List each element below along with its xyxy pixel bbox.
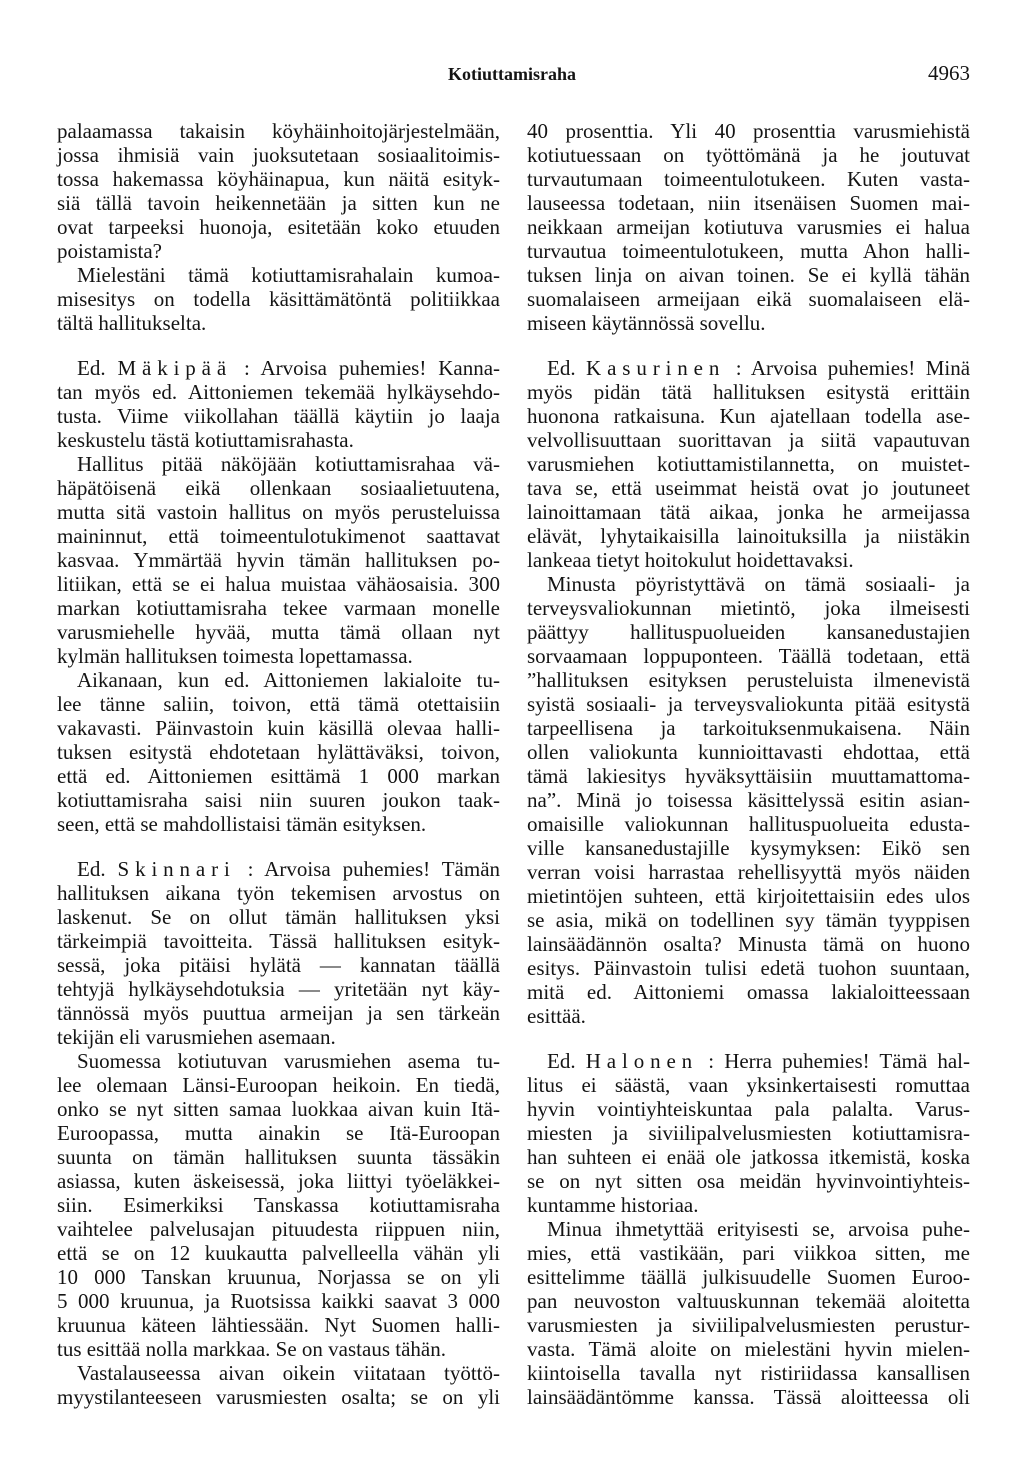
text-line: lee tänne saliin, toivon, että tämä otettaisiin [57,692,500,716]
text-line: Minusta pöyristyttävä on tämä sosiaali- ja [547,572,970,596]
text-line: tekijän eli varusmiehen asemaan. [57,1025,336,1049]
text-line: huonona ratkaisuna. Kun ajatellaan todella ase- [527,404,970,428]
text-line: laskenut. Se on ollut tämän hallituksen yksi [57,905,500,929]
paragraph [57,1049,500,1361]
paragraph [527,1049,970,1217]
text-line: kiintoisella tavalla nyt ristiriidassa kansallisen [527,1361,970,1385]
speech-section [527,356,970,1028]
text-line: Aikanaan, kun ed. Aittoniemen lakialoite tu- [77,668,500,692]
text-line: lee olemaan Länsi-Euroopan heikoin. En tiedä, [57,1073,500,1097]
text-line: litiikan, että se ei halua muistaa vähäosaisia. 300 [57,572,500,596]
text-line: ovat tarpeeksi huonoja, esitetään koko etuuden [57,215,500,239]
text-line: asiassa, kuten äskeisessä, joka liittyi työeläkkei- [57,1169,500,1193]
text-line: lauseessa todetaan, niin itsenäisen Suomen mai- [527,191,970,215]
text-line: seen, että se mahdollistaisi tämän esityksen. [57,812,427,836]
text-line: 40 prosenttia. Yli 40 prosenttia varusmiehistä [527,119,970,143]
speech-section [527,1049,970,1409]
text-line: kotiutuessaan on työttömänä ja he joutuvat [527,143,970,167]
text-line: terveysvaliokunnan mietintö, joka ilmeisesti [527,596,970,620]
text-line: mies, että vastikään, pari viikkoa sitten, me [527,1241,970,1265]
page-number: 4963 [928,61,970,85]
text-line: Hallitus pitää näköjään kotiuttamisrahaa vä- [77,452,500,476]
text-line: vasta. Tämä aloite on mielestäni hyvin mielen- [527,1337,970,1361]
text-line: Euroopassa, mutta ainakin se Itä-Euroopan [57,1121,500,1145]
text-line: tännössä myös puuttua armeijan ja sen tärkeän [57,1001,500,1025]
text-line: 10 000 Tanskan kruunua, Norjassa se on yli [57,1265,500,1289]
text-line: poistamista? [57,239,162,263]
text-line: lankeaa tietyt hoitokulut hoidettavaksi. [527,548,854,572]
text-line: miseen käytännössä sovellu. [527,311,766,335]
speaker-line [527,356,970,380]
text-line: lainsäädäntömme kanssa. Tässä aloitteessa oli [527,1385,970,1409]
text-line: tarpeellisena ja tarkoituksenmukaisena. Näin [527,716,970,740]
text-line: miesten ja siviilipalvelusmiesten kotiuttamisra- [527,1121,970,1145]
paragraph [57,356,500,452]
text-line: ollen valiokunta kunnioittavasti ehdottaa, että [527,740,970,764]
text-line: myystilanteeseen varusmiesten osalta; se on yli [57,1385,500,1409]
text-line: 5 000 kruunua, ja Ruotsissa kaikki saavat 3 000 [57,1289,500,1313]
column-right [527,119,970,1409]
text-line: tärkeimpiä tavoitteita. Tässä hallituksen esityk- [57,929,500,953]
speech-text: : Herra puhemies! Tämä hal- [708,1049,970,1073]
text-line: esittelimme täällä julkisuudelle Suomen Euroo- [527,1265,970,1289]
speaker-prefix: Ed. [77,857,106,881]
text-line: velvollisuuttaan suorittavan ja siitä vapautuvan [527,428,970,452]
text-line: varusmiesten ja siviilipalvelusmiesten perustur- [527,1313,970,1337]
text-line: esitys. Päinvastoin tulisi edetä tuohon suuntaan, [527,956,970,980]
text-line: sessä, joka pitäisi hylätä — kannatan täällä [57,953,500,977]
text-line: suunta on tämän hallituksen suunta tässäkin [57,1145,500,1169]
text-line: na”. Minä jo toisessa käsittelyssä esitin asian- [527,788,970,812]
speaker-line [57,857,500,881]
text-line: myös pidän tätä hallituksen esitystä erittäin [527,380,970,404]
text-line: varusmiehelle hyvää, mutta tämä ollaan nyt [57,620,500,644]
text-line: Suomessa kotiutuvan varusmiehen asema tu- [77,1049,500,1073]
text-line: häpätöisenä eikä ollenkaan sosiaalietuutena, [57,476,500,500]
speech-text: : Arvoisa puhemies! Tämän [247,857,501,881]
text-line: suomalaiseen armeijaan eikä suomalaiseen elä- [527,287,970,311]
text-line: misesitys on todella käsittämätöntä politiikkaa [57,287,500,311]
paragraph [527,119,970,335]
paragraph [57,668,500,836]
running-title: Kotiuttamisraha [448,64,576,84]
text-line: vaihtelee palvelusajan pituudesta riippuen niin, [57,1217,500,1241]
speech-section [57,119,500,335]
paragraph [57,263,500,335]
text-line: onko se nyt sitten samaa luokkaa aivan kuin Itä- [57,1097,500,1121]
text-line: turvautumaan toimeentulotukeen. Kuten vasta- [527,167,970,191]
text-line: esittää. [527,1004,586,1028]
text-line: Minua ihmetyttää erityisesti se, arvoisa puhe- [547,1217,970,1241]
text-line: tus esittää nolla markkaa. Se on vastaus tähän. [57,1337,446,1361]
text-line: jossa ihmisiä vain juoksutetaan sosiaalitoimis- [57,143,500,167]
text-line: kuntamme historiaa. [527,1193,699,1217]
text-line: että ed. Aittoniemen esittämä 1 000 markan [57,764,500,788]
speaker-line [57,356,500,380]
text-line: se asia, mikä on todellinen syy tämän tyyppisen [527,908,970,932]
text-line: tusta. Viime viikollahan täällä käytiin jo laaja [57,404,500,428]
text-line: tuksen esitystä ehdotetaan hylättäväksi, toivon, [57,740,500,764]
speaker-line [527,1049,970,1073]
text-line: Mielestäni tämä kotiuttamisrahalain kumoa- [77,263,500,287]
text-line: lainsäädännön osalta? Minusta tämä on huono [527,932,970,956]
text-line: tossa hakemassa köyhäinapua, kun näitä esityk- [57,167,500,191]
speech-section [57,356,500,836]
speech-section [527,119,970,335]
text-line: han suhteen ei enää ole jatkossa itkemistä, koska [527,1145,970,1169]
text-line: se on nyt sitten osa meidän hyvinvointiyhteis- [527,1169,970,1193]
speech-text: : Arvoisa puhemies! Minä [735,356,971,380]
text-line: lainoittamaan tätä aikaa, jonka he armeijassa [527,500,970,524]
text-line: kasvaa. Ymmärtää hyvin tämän hallituksen po- [57,548,500,572]
text-line: Vastalauseessa aivan oikein viitataan työttö- [77,1361,500,1385]
text-line: maininnut, että toimeentulotukimenot saattavat [57,524,500,548]
speaker-name: Mäkipää [117,356,233,380]
text-line: neikkaan armeijan kotiutuva varusmies ei halua [527,215,970,239]
text-line: mutta sitä vastoin hallitus on myös perusteluissa [57,500,500,524]
text-line: kruunua käteen lähtiessään. Nyt Suomen halli- [57,1313,500,1337]
text-line: ville kansanedustajille kysymyksen: Eikö sen [527,836,970,860]
speech-text: : Arvoisa puhemies! Kanna- [243,356,501,380]
speaker-name: Halonen [585,1049,699,1073]
paragraph [57,119,500,263]
text-line: tämä lakiesitys hyväksyttäisiin muuttamattoma- [527,764,970,788]
text-line: kotiuttamisraha saisi niin suuren joukon taak- [57,788,500,812]
text-line: tehtyjä hylkäysehdotuksia — yritetään nyt käy- [57,977,500,1001]
paragraph [527,572,970,1028]
speech-section [57,857,500,1409]
text-line: pan neuvoston valtuuskunnan tekemää aloitetta [527,1289,970,1313]
text-line: hallituksen aikana työn tekemisen arvostus on [57,881,500,905]
speaker-name: Skinnari [117,857,236,881]
text-line: keskustelu tästä kotiuttamisrahasta. [57,428,354,452]
speaker-prefix: Ed. [547,356,576,380]
text-line: omaisille valiokunnan hallituspuolueita edusta- [527,812,970,836]
text-line: mitä ed. Aittoniemi omassa lakialoitteessaan [527,980,970,1004]
text-line: palaamassa takaisin köyhäinhoitojärjestelmään, [57,119,500,143]
text-line: elävät, lyhytaikaisilla lainoituksilla ja niistäkin [527,524,970,548]
text-line: kylmän hallituksen toimesta lopettamassa. [57,644,413,668]
paragraph [527,356,970,572]
text-line: markan kotiuttamisraha tekee varmaan monelle [57,596,500,620]
text-line: siä tällä tavoin heikennetään ja sitten kun ne [57,191,500,215]
text-line: tan myös ed. Aittoniemen tekemää hylkäysehdo- [57,380,500,404]
text-line: päättyy hallituspuolueiden kansanedustajien [527,620,970,644]
text-line: mietintöjen suhteen, että kirjoitettaisiin edes ulos [527,884,970,908]
text-line: vakavasti. Päinvastoin kuin käsillä olevaa halli- [57,716,500,740]
text-line: verran voisi harrastaa rehellisyyttä myös näiden [527,860,970,884]
text-line: siin. Esimerkiksi Tanskassa kotiuttamisraha [57,1193,500,1217]
column-left [57,119,500,1409]
text-line: turvautua toimeentulotukeen, mutta Ahon halli- [527,239,970,263]
paragraph [57,452,500,668]
paragraph [527,1217,970,1409]
text-line: hyvin vointiyhteiskuntaa pala palalta. Varus- [527,1097,970,1121]
text-line: syistä sosiaali- ja terveysvaliokunta pitää esitystä [527,692,970,716]
text-line: tava se, että useimmat heistä ovat jo joutuneet [527,476,970,500]
text-line: varusmiehen kotiuttamistilannetta, on muistet- [527,452,970,476]
text-line: sorvaamaan loppuponteen. Täällä todetaan, että [527,644,970,668]
paragraph [57,1361,500,1409]
speaker-name: Kasurinen [586,356,726,380]
paragraph [57,857,500,1049]
text-line: tuksen linja on aivan toinen. Se ei kyllä tähän [527,263,970,287]
text-line: että se on 12 kuukautta palvelleella vähän yli [57,1241,500,1265]
speaker-prefix: Ed. [77,356,106,380]
text-line: ”hallituksen esityksen perusteluista ilmenevistä [527,668,970,692]
text-line: litus ei säästä, vaan yksinkertaisesti romuttaa [527,1073,970,1097]
text-line: tältä hallitukselta. [57,311,207,335]
speaker-prefix: Ed. [547,1049,576,1073]
